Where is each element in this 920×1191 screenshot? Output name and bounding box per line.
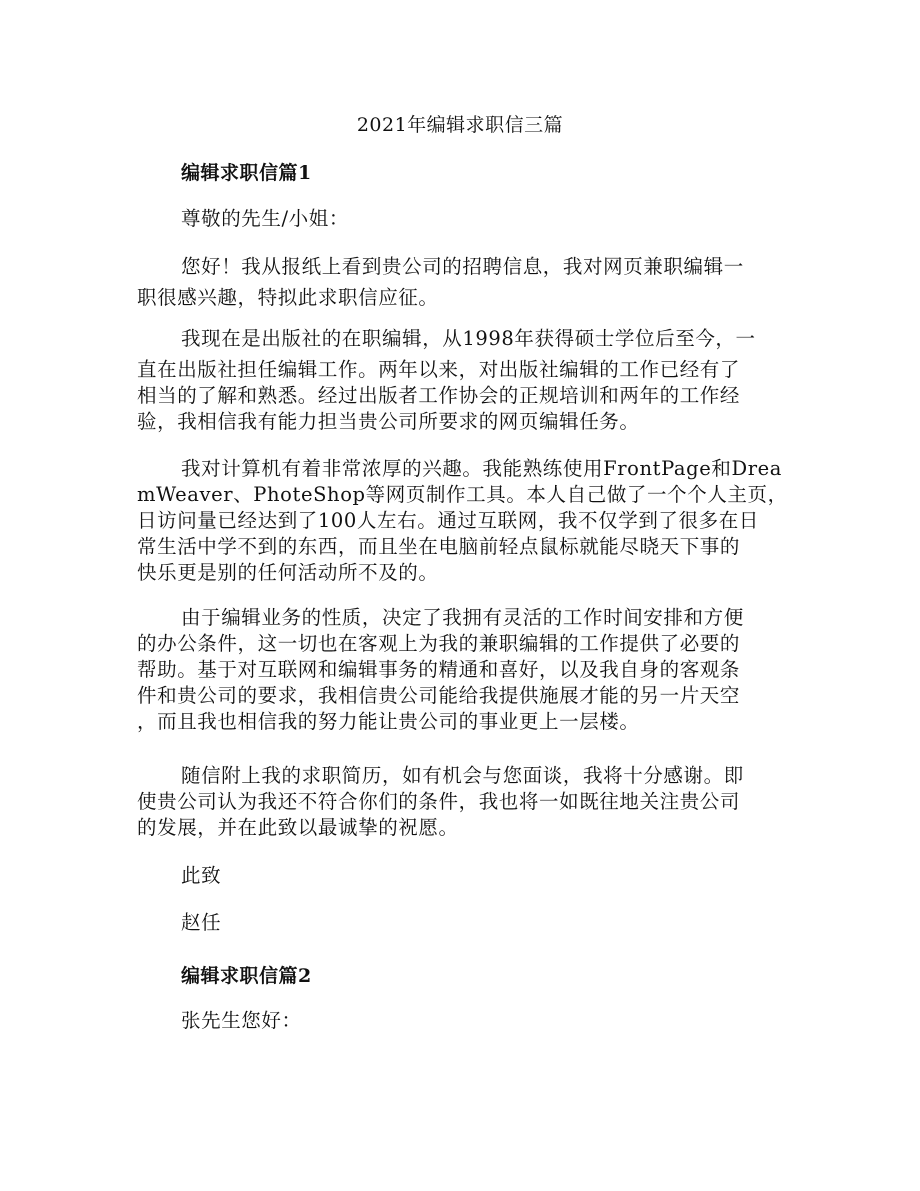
paragraph-line: 的办公条件，这一切也在客观上为我的兼职编辑的工作提供了必要的 [137, 632, 741, 655]
paragraph-line: 职很感兴趣，特拟此求职信应征。 [137, 286, 439, 309]
paragraph-line: 日访问量已经达到了100人左右。通过互联网，我不仅学到了很多在日 [137, 509, 759, 532]
paragraph-line: 常生活中学不到的东西，而且坐在电脑前轻点鼠标就能尽晓天下事的 [137, 535, 741, 558]
paragraph-line: 我现在是出版社的在职编辑，从1998年获得硕士学位后至今，一 [181, 327, 756, 350]
section-2-heading: 编辑求职信篇2 [181, 965, 312, 987]
paragraph-line: mWeaver、PhoteShop等网页制作工具。本人自己做了一个个人主页， [137, 483, 788, 506]
section-1-heading: 编辑求职信篇1 [181, 162, 312, 184]
closing: 此致 [181, 864, 222, 887]
signature: 赵任 [181, 911, 222, 934]
document-title: 2021年编辑求职信三篇 [356, 114, 564, 136]
paragraph-line: 您好！我从报纸上看到贵公司的招聘信息，我对网页兼职编辑一 [181, 255, 744, 278]
paragraph-line: 帮助。基于对互联网和编辑事务的精通和喜好，以及我自身的客观条 [137, 658, 741, 681]
paragraph-line: 快乐更是别的任何活动所不及的。 [137, 561, 439, 584]
paragraph-line: 直在出版社担任编辑工作。两年以来，对出版社编辑的工作已经有了 [137, 358, 741, 381]
paragraph-line: 验，我相信我有能力担当贵公司所要求的网页编辑任务。 [137, 410, 640, 433]
paragraph-line: 件和贵公司的要求，我相信贵公司能给我提供施展才能的另一片天空 [137, 684, 741, 707]
paragraph-line: 由于编辑业务的性质，决定了我拥有灵活的工作时间安排和方便 [181, 606, 744, 629]
salutation-2: 张先生您好： [181, 1009, 302, 1032]
salutation-1: 尊敬的先生/小姐： [181, 207, 349, 230]
paragraph-line: 相当的了解和熟悉。经过出版者工作协会的正规培训和两年的工作经 [137, 384, 741, 407]
paragraph-line: 的发展，并在此致以最诚挚的祝愿。 [137, 816, 459, 839]
paragraph-line: ，而且我也相信我的努力能让贵公司的事业更上一层楼。 [137, 710, 640, 733]
paragraph-line: 使贵公司认为我还不符合你们的条件，我也将一如既往地关注贵公司 [137, 790, 741, 813]
paragraph-line: 随信附上我的求职简历，如有机会与您面谈，我将十分感谢。即 [181, 764, 744, 787]
paragraph-line: 我对计算机有着非常浓厚的兴趣。我能熟练使用FrontPage和Drea [181, 457, 783, 480]
